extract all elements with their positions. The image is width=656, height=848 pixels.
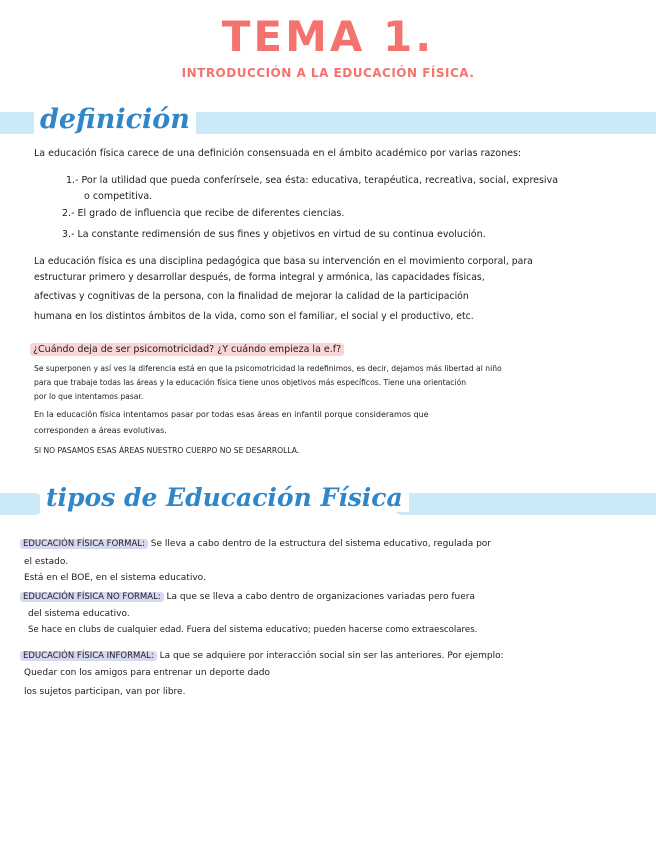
page-subtitle: INTRODUCCIÓN A LA EDUCACIÓN FÍSICA. bbox=[181, 66, 475, 80]
list-item-1: 1.- Por la utilidad que pueda conferírsele, sea ésta: educativa, terapéutica, recreativa, social, expresiva bbox=[66, 175, 559, 186]
no-formal-text-3: Se hace en clubs de cualquier edad. Fuera del sistema educativo; pueden hacerse como extraescolares. bbox=[28, 625, 478, 635]
question-highlight: ¿Cuándo deja de ser psicomotricidad? ¿Y cuándo empieza la e.f? bbox=[30, 343, 344, 356]
heading-band-left-2 bbox=[0, 493, 45, 515]
no-formal-text-1: La que se lleva a cabo dentro de organizaciones variadas pero fuera bbox=[166, 592, 476, 602]
answer-line-3: por lo que intentamos pasar. bbox=[34, 392, 144, 401]
informal-line-1 bbox=[20, 650, 504, 663]
informal-label: EDUCACIÓN FÍSICA INFORMAL: bbox=[20, 651, 157, 661]
no-formal-label: EDUCACIÓN FÍSICA NO FORMAL: bbox=[20, 592, 164, 602]
answer-line-4: En la educación física intentamos pasar por todas esas áreas en infantil porque consideramos que bbox=[34, 410, 429, 419]
definicion-intro: La educación física carece de una definición consensuada en el ámbito académico por varias razones: bbox=[34, 148, 522, 159]
page-title: TEMA 1. bbox=[221, 12, 435, 61]
answer-line-2: para que trabaje todas las áreas y la educación física tiene unos objetivos más específicos. Tiene una orientación bbox=[34, 378, 467, 387]
definicion-paragraph-line-4: humana en los distintos ámbitos de la vida, como son el familiar, el social y el productivo, etc. bbox=[34, 311, 474, 322]
informal-text-3: los sujetos participan, van por libre. bbox=[24, 687, 186, 697]
definicion-paragraph-line-2: estructurar primero y desarrollar después, de forma integral y armónica, las capacidades físicas, bbox=[34, 272, 485, 283]
formal-text-3: Está en el BOE, en el sistema educativo. bbox=[24, 573, 206, 583]
formal-text-2: el estado. bbox=[24, 557, 69, 567]
answer-line-5: corresponden a áreas evolutivas. bbox=[34, 426, 167, 435]
informal-text-1: La que se adquiere por interacción social sin ser las anteriores. Por ejemplo: bbox=[159, 651, 504, 661]
informal-text-2: Quedar con los amigos para entrenar un deporte dado bbox=[24, 668, 270, 678]
list-item-2: 2.- El grado de influencia que recibe de diferentes ciencias. bbox=[62, 208, 345, 219]
no-formal-text-2: del sistema educativo. bbox=[28, 609, 130, 619]
formal-text-1: Se lleva a cabo dentro de la estructura del sistema educativo, regulada por bbox=[150, 539, 492, 549]
formal-label: EDUCACIÓN FÍSICA FORMAL: bbox=[20, 539, 148, 549]
list-item-1-cont: o competitiva. bbox=[84, 191, 153, 202]
definicion-paragraph-line-1: La educación física es una disciplina pedagógica que basa su intervención en el movimiento corporal, para bbox=[34, 256, 533, 267]
section-heading-definicion: definición bbox=[34, 104, 196, 135]
list-item-3: 3.- La constante redimensión de sus fines y objetivos en virtud de su continua evolución. bbox=[62, 229, 486, 240]
definicion-paragraph-line-3: afectivas y cognitivas de la persona, con la finalidad de mejorar la calidad de la participación bbox=[34, 291, 469, 302]
heading-band-right-2 bbox=[392, 493, 656, 515]
answer-line-1: Se superponen y así ves la diferencia está en que la psicomotricidad la redefinimos, es decir, dejamos más libertad al niño bbox=[34, 364, 502, 373]
answer-line-6: SI NO PASAMOS ESAS ÁREAS NUESTRO CUERPO NO SE DESARROLLA. bbox=[34, 446, 300, 455]
no-formal-line-1 bbox=[20, 591, 475, 604]
formal-line-1 bbox=[20, 538, 491, 551]
section-heading-tipos: tipos de Educación Física bbox=[40, 483, 409, 512]
heading-band-right bbox=[172, 112, 656, 134]
